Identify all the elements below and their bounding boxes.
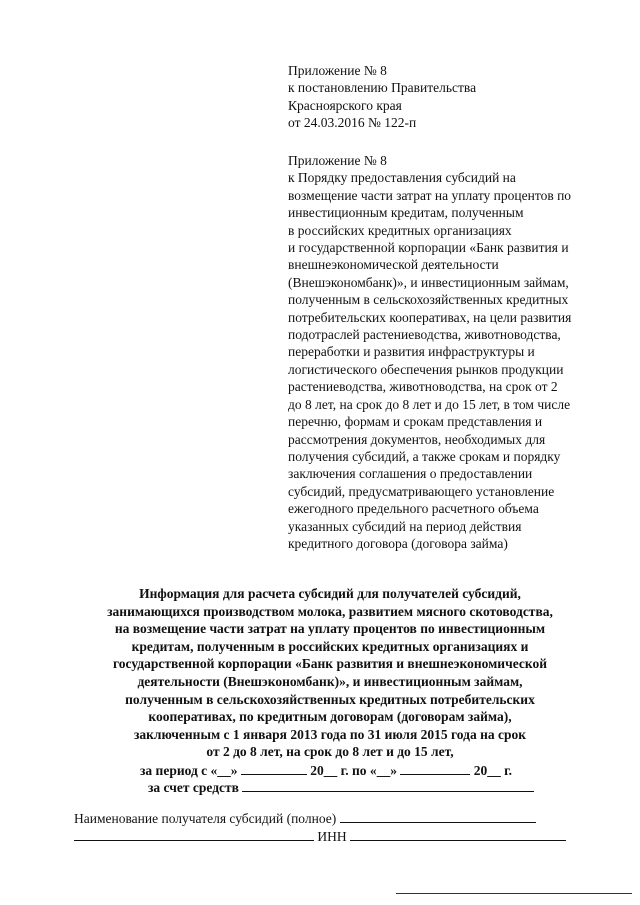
order-line: логистического обеспечения рынков продукции — [288, 361, 564, 377]
appendix-line: Красноярского края — [288, 97, 402, 113]
title-line: полученным в сельскохозяйственных кредитных потребительских — [125, 691, 535, 707]
order-line: в российских кредитных организациях — [288, 222, 512, 238]
footer-divider — [396, 893, 632, 894]
order-line: кредитного договора (договора займа) — [288, 535, 508, 551]
order-line: подотраслей растениеводства, животноводства, — [288, 327, 561, 343]
period-start-month-blank[interactable] — [241, 762, 307, 775]
order-line: ежегодного предельного расчетного объема — [288, 501, 539, 517]
period-end-day-blank[interactable]: __ — [376, 763, 391, 778]
recipient-name-row — [74, 810, 536, 827]
title-line: деятельности (Внешэкономбанк)», и инвестиционным займам, — [137, 673, 523, 689]
order-line: получения субсидий, а также срокам и порядку — [288, 448, 561, 464]
order-line: инвестиционным кредитам, полученным — [288, 205, 524, 221]
order-line: указанных субсидий на период действия — [288, 518, 522, 534]
order-line: к Порядку предоставления субсидий на — [288, 170, 516, 186]
recipient-name-blank[interactable] — [340, 810, 536, 823]
order-line: субсидий, предусматривающего установление — [288, 483, 555, 499]
order-line: перечню, формам и срокам представления и — [288, 414, 543, 430]
appendix-line: Приложение № 8 — [288, 63, 387, 78]
title-line: занимающихся производством молока, развитием мясного скотоводства, — [107, 603, 553, 619]
order-line: до 8 лет, на срок до 8 лет и до 15 лет, в том числе — [288, 396, 571, 412]
order-line: потребительских кооперативах, на цели развития — [288, 309, 572, 325]
recipient-name-continuation-blank[interactable] — [74, 828, 314, 841]
period-mid: г. по « — [337, 763, 377, 778]
order-line: заключения соглашения о предоставлении — [288, 466, 533, 482]
order-line: внешнеэкономической деятельности — [288, 257, 499, 273]
title-line: заключенным с 1 января 2013 года по 31 июля 2015 года на срок — [133, 726, 527, 742]
appendix-to-order — [288, 152, 618, 552]
title-line: на возмещение части затрат на уплату процентов по инвестиционным — [114, 621, 546, 637]
funds-label: за счет средств — [148, 780, 239, 795]
period-start-day-blank[interactable]: __ — [217, 763, 231, 778]
appendix-to-resolution — [288, 62, 618, 132]
title-line: кредитам, полученным в российских кредитных организациях и — [131, 638, 529, 654]
order-line: рассмотрения документов, необходимых для — [288, 431, 546, 447]
order-line: Приложение № 8 — [288, 153, 387, 168]
period-quote: » — [230, 763, 238, 778]
title-line: кооперативах, по кредитным договорам (договорам займа), — [148, 709, 512, 725]
appendix-line: к постановлению Правительства — [288, 80, 477, 96]
title-line: Информация для расчета субсидий для получателей субсидий, — [139, 586, 521, 601]
period-prefix: за период с « — [140, 763, 218, 778]
inn-row — [74, 828, 566, 845]
funds-source-row — [148, 779, 534, 796]
period-start-year-blank[interactable]: __ — [323, 763, 338, 778]
period-year-prefix-2: 20 — [473, 763, 488, 778]
period-end: г. — [500, 763, 513, 778]
title-line: от 2 до 8 лет, на срок до 8 лет и до 15 лет, — [206, 744, 454, 760]
period-end-year-blank[interactable]: __ — [487, 763, 501, 778]
period-end-month-blank[interactable] — [400, 762, 470, 775]
period-year-prefix: 20 — [310, 763, 324, 778]
order-line: возмещение части затрат на уплату процентов по — [288, 187, 572, 203]
period-field-row — [140, 762, 512, 779]
order-line: полученным в сельскохозяйственных кредитных — [288, 292, 569, 308]
appendix-line: от 24.03.2016 № 122-п — [288, 115, 417, 131]
funds-source-blank[interactable] — [242, 779, 534, 792]
inn-blank[interactable] — [350, 828, 566, 841]
document-title — [60, 585, 600, 761]
recipient-name-label: Наименование получателя субсидий (полное) — [74, 811, 337, 826]
order-line: переработки и развития инфраструктуры и — [288, 344, 535, 360]
order-line: и государственной корпорации «Банк развития и — [288, 240, 569, 256]
order-line: (Внешэкономбанк)», и инвестиционным займам, — [288, 274, 569, 290]
inn-label: ИНН — [317, 829, 347, 844]
title-line: государственной корпорации «Банк развития и внешнеэкономической — [113, 656, 547, 672]
period-quote-2: » — [390, 763, 397, 778]
order-line: растениеводства, животноводства, на срок от 2 — [288, 379, 558, 395]
